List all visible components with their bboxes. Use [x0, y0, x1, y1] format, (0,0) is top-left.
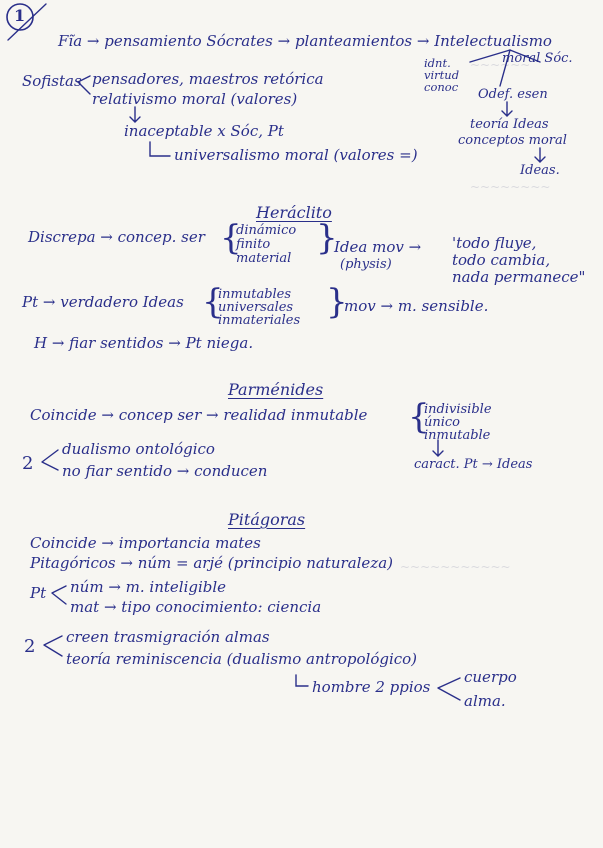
- heraclito-idea-mov: Idea mov →: [334, 238, 422, 256]
- parmenides-coincide: Coincide → concep ser → realidad inmutable: [30, 406, 368, 424]
- pitagoras-number: 2: [24, 636, 36, 657]
- heraclito-quote-1: 'todo fluye,: [452, 234, 537, 252]
- pitagoras-coincide: Coincide → importancia mates: [30, 534, 261, 552]
- heraclito-quote-3: nada permanece": [452, 268, 586, 286]
- heraclito-mov-sensible: mov → m. sensible.: [344, 297, 489, 315]
- left-brace: {: [408, 397, 430, 437]
- bleed-through-text: ~~~~~~~~: [470, 180, 551, 194]
- heraclito-quote-2: todo cambia,: [452, 251, 551, 269]
- sofistas-label: Sofistas: [22, 72, 82, 90]
- heraclito-pt-item: universales: [218, 300, 294, 315]
- bleed-through-text: ~~~~~~: [470, 58, 531, 72]
- left-brace: {: [220, 218, 242, 258]
- pitagoras-cuerpo: cuerpo: [464, 668, 517, 686]
- teoria-ideas: teoría Ideas: [470, 117, 549, 132]
- pitagoras-pt: Pt: [30, 584, 47, 602]
- pitagoras-alma: alma.: [464, 692, 506, 710]
- parmenides-item: único: [424, 415, 461, 430]
- pitagoras-creen: creen trasmigración almas: [66, 628, 270, 646]
- heraclito-h-fiar: H → fiar sentidos → Pt niega.: [34, 334, 254, 352]
- heraclito-discrepa: Discrepa → concep. ser: [28, 228, 205, 246]
- heraclito-title: Heráclito: [256, 203, 332, 222]
- parmenides-caract: caract. Pt → Ideas: [414, 457, 533, 472]
- ideas-label: Ideas.: [520, 163, 560, 178]
- page-number: 1: [14, 6, 26, 25]
- conceptos-moral: conceptos moral: [458, 133, 567, 148]
- parmenides-no-fiar: no fiar sentido → conducen: [62, 462, 268, 480]
- universalismo-line: universalismo moral (valores =): [174, 146, 418, 164]
- pitagoras-hombre: hombre 2 ppios: [312, 678, 431, 696]
- heraclito-pt-line: Pt → verdadero Ideas: [22, 293, 184, 311]
- conoc-label: conoc: [424, 80, 459, 94]
- idnt-label: idnt.: [424, 56, 451, 70]
- heraclito-pt-item: inmutables: [218, 287, 292, 302]
- heraclito-physis: (physis): [340, 257, 392, 272]
- left-brace: {: [202, 282, 224, 322]
- parmenides-dualismo: dualismo ontológico: [62, 440, 215, 458]
- parmenides-item: inmutable: [424, 428, 491, 443]
- heraclito-brace-item: finito: [236, 237, 271, 252]
- def-esen: Odef. esen: [478, 87, 548, 102]
- moral-soc: moral Sóc.: [502, 51, 573, 66]
- bleed-through-text: ~~~~~~~~~~~: [400, 560, 511, 574]
- virtud-label: virtud: [424, 68, 460, 82]
- right-brace: }: [316, 218, 338, 258]
- sofistas-line-1: pensadores, maestros retórica: [92, 70, 324, 88]
- parmenides-number: 2: [22, 453, 34, 474]
- parmenides-title: Parménides: [228, 380, 324, 399]
- pitagoras-pitagoricos: Pitagóricos → núm = arjé (principio naturaleza): [30, 554, 394, 572]
- heraclito-pt-item: inmateriales: [218, 313, 301, 328]
- inaceptable-line: inaceptable x Sóc, Pt: [124, 122, 284, 140]
- right-brace: }: [326, 282, 348, 322]
- heraclito-brace-item: dinámico: [236, 223, 297, 238]
- pitagoras-teoria: teoría reminiscencia (dualismo antropológico): [66, 650, 418, 668]
- heraclito-brace-item: material: [236, 251, 292, 266]
- sofistas-line-2: relativismo moral (valores): [92, 90, 298, 108]
- pitagoras-mat-line: mat → tipo conocimiento: ciencia: [70, 598, 322, 616]
- pitagoras-num-line: núm → m. inteligible: [70, 578, 227, 596]
- pitagoras-title: Pitágoras: [228, 510, 306, 529]
- intro-main-line: Fı̃a → pensamiento Sócrates → planteamientos → Intelectualismo: [58, 32, 552, 50]
- parmenides-item: indivisible: [424, 402, 492, 417]
